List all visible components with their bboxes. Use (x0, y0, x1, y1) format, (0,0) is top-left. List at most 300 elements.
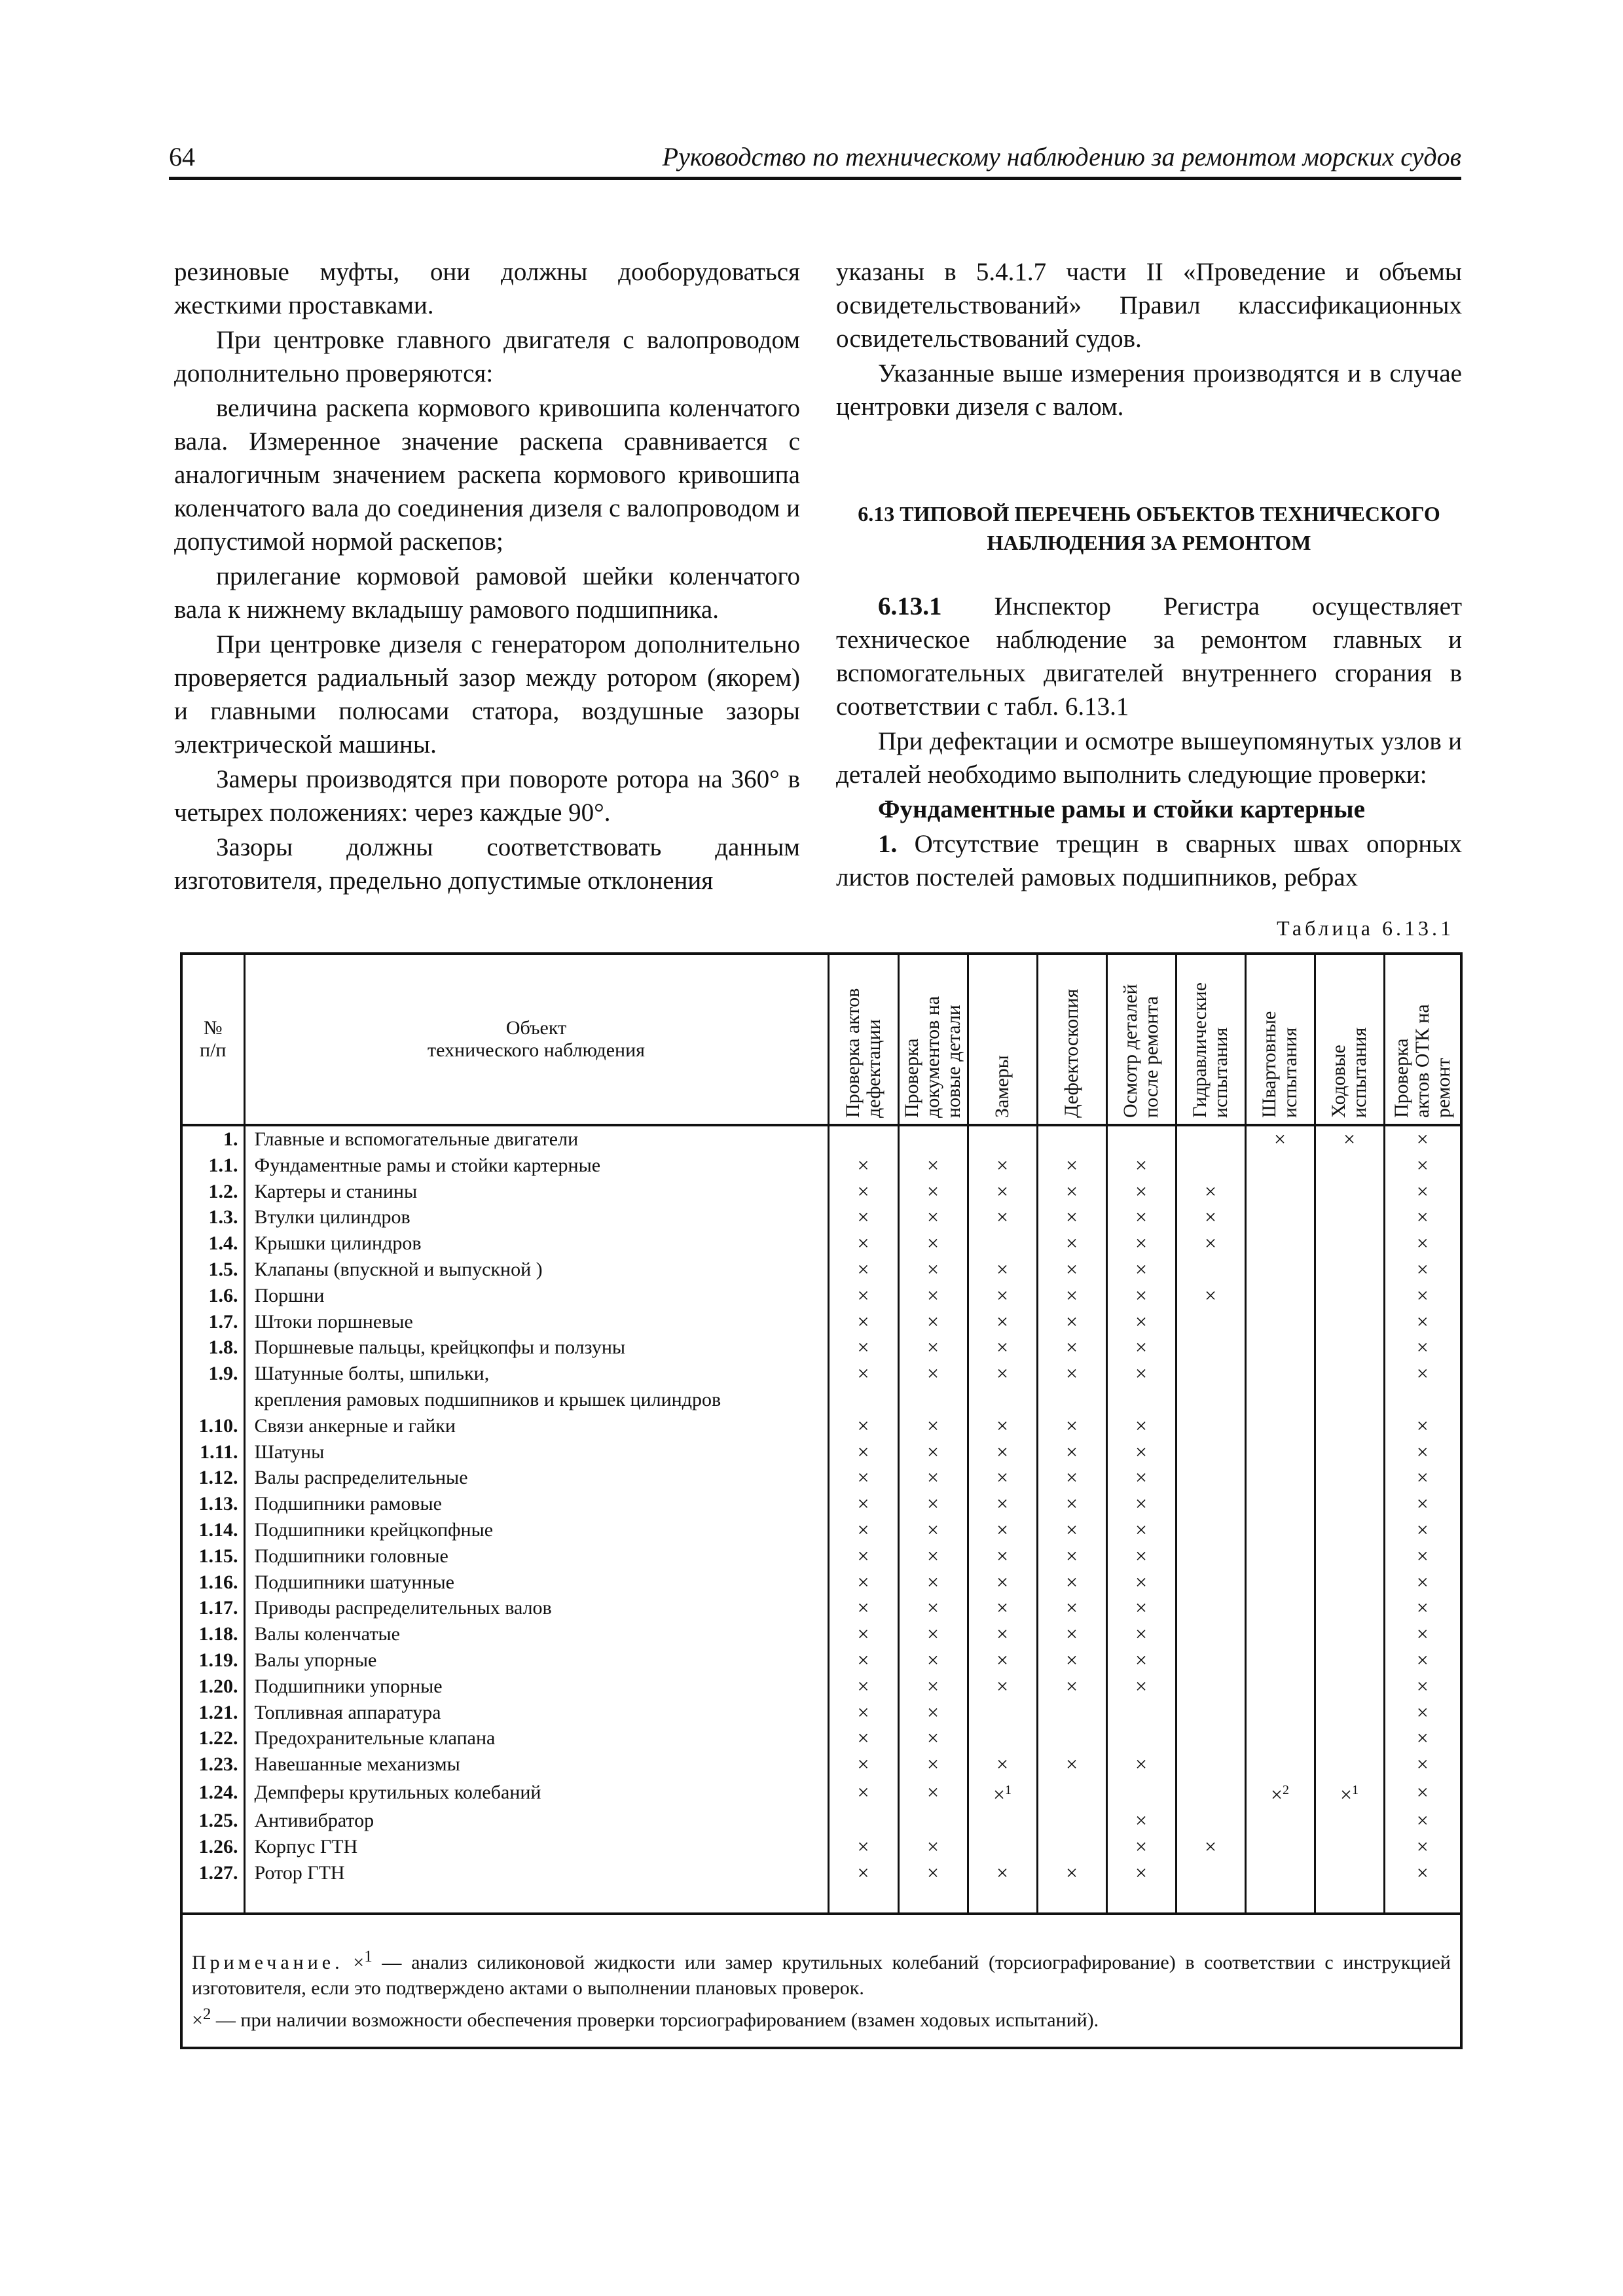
check-mark-cell: × (1106, 1361, 1176, 1387)
row-object-name: Штоки поршневые (244, 1309, 828, 1335)
check-mark-cell: × (1384, 1283, 1461, 1309)
check-mark-cell: × (828, 1543, 898, 1570)
row-object-name: Крышки цилиндров (244, 1230, 828, 1257)
check-mark-cell (1245, 1204, 1315, 1230)
check-mark-cell (1315, 1725, 1384, 1751)
check-mark-cell (1176, 1491, 1245, 1517)
check-mark-cell (1315, 1283, 1384, 1309)
check-mark-cell: × (1106, 1595, 1176, 1621)
check-mark-cell (828, 1125, 898, 1153)
check-mark-cell: × (1106, 1413, 1176, 1439)
page-number: 64 (169, 142, 195, 171)
check-mark-cell: × (1037, 1647, 1106, 1674)
check-mark-cell: × (898, 1439, 968, 1465)
check-mark-cell (1315, 1595, 1384, 1621)
check-mark-cell: × (968, 1517, 1037, 1543)
row-object-name: Подшипники шатунные (244, 1570, 828, 1596)
row-number: 1.20. (181, 1674, 244, 1700)
row-number: 1.15. (181, 1543, 244, 1570)
check-mark-cell: × (898, 1204, 968, 1230)
check-mark-cell (1245, 1491, 1315, 1517)
row-number: 1.11. (181, 1439, 244, 1465)
check-mark-cell (968, 1808, 1037, 1834)
check-mark-cell (968, 1125, 1037, 1153)
table-spacer-row (181, 1886, 1461, 1914)
check-mark-cell (1176, 1751, 1245, 1778)
check-mark-cell (1315, 1257, 1384, 1283)
check-mark-cell: × (968, 1543, 1037, 1570)
row-number: 1.8. (181, 1335, 244, 1361)
check-mark-cell: × (828, 1834, 898, 1860)
check-mark-cell: × (898, 1725, 968, 1751)
check-mark-cell (1176, 1517, 1245, 1543)
table-row (181, 1860, 1461, 1886)
row-object-name: Картеры и станины (244, 1179, 828, 1205)
check-mark-cell (1245, 1543, 1315, 1570)
check-mark-cell: × (898, 1700, 968, 1726)
row-object-name: крепления рамовых подшипников и крышек цилиндров (244, 1387, 828, 1413)
check-mark-cell: × (828, 1647, 898, 1674)
check-mark-cell (1176, 1153, 1245, 1179)
check-mark-cell (1315, 1751, 1384, 1778)
paragraph: Замеры производятся при повороте ротора на 360° в четырех положениях: через каждые 90°. (174, 765, 800, 827)
check-mark-cell (1245, 1808, 1315, 1834)
header-rule (169, 177, 1461, 180)
check-mark-cell (1315, 1700, 1384, 1726)
row-object-name: Демпферы крутильных колебаний (244, 1778, 828, 1808)
clause-paragraph (836, 590, 1462, 723)
check-mark-cell (1245, 1179, 1315, 1205)
row-object-name: Ротор ГТН (244, 1860, 828, 1886)
check-mark-cell: × (1106, 1335, 1176, 1361)
table-body (181, 1125, 1461, 2048)
check-mark-cell: × (968, 1491, 1037, 1517)
check-mark-cell: × (1384, 1674, 1461, 1700)
check-mark-cell (1315, 1621, 1384, 1647)
check-mark-cell: × (1384, 1647, 1461, 1674)
check-mark-cell (1176, 1413, 1245, 1439)
table-row (181, 1751, 1461, 1778)
check-mark-cell: × (898, 1595, 968, 1621)
check-mark-cell (1315, 1309, 1384, 1335)
check-mark-cell: × (1384, 1413, 1461, 1439)
row-number: 1. (181, 1125, 244, 1153)
empty-cell (1176, 1886, 1245, 1914)
row-object-name: Подшипники головные (244, 1543, 828, 1570)
check-mark-cell: × (828, 1751, 898, 1778)
paragraph: указаны в 5.4.1.7 части II «Проведение и объемы освидетельствований» Правил классификационных освидетельствований судов. (836, 258, 1462, 353)
check-mark-cell: × (1245, 1125, 1315, 1153)
check-mark-cell: × (1037, 1283, 1106, 1309)
check-mark-cell: × (828, 1570, 898, 1596)
check-mark-cell (1245, 1361, 1315, 1387)
column-header-number: № п/п (181, 954, 244, 1125)
check-mark-cell (1315, 1517, 1384, 1543)
row-object-name: Подшипники упорные (244, 1674, 828, 1700)
column-header-check (1315, 954, 1384, 1125)
empty-cell (828, 1886, 898, 1914)
table-header-row (181, 954, 1461, 1125)
row-number: 1.24. (181, 1778, 244, 1808)
row-number: 1.4. (181, 1230, 244, 1257)
table-row (181, 1465, 1461, 1491)
check-mark-cell: × (898, 1778, 968, 1808)
row-number: 1.6. (181, 1283, 244, 1309)
check-mark-cell: × (968, 1439, 1037, 1465)
empty-cell (1037, 1886, 1106, 1914)
row-number: 1.2. (181, 1179, 244, 1205)
check-mark-cell: × (898, 1674, 968, 1700)
check-mark-cell: × (898, 1257, 968, 1283)
check-mark-cell: × (1106, 1491, 1176, 1517)
check-mark-cell: × (898, 1153, 968, 1179)
column-header-label: Дефектоскопия (1061, 988, 1082, 1118)
check-mark-cell: × (828, 1621, 898, 1647)
check-mark-cell: × (1037, 1204, 1106, 1230)
check-mark-cell (1245, 1439, 1315, 1465)
row-number (181, 1387, 244, 1413)
column-header-label: Проверка документов на новые детали (901, 996, 964, 1118)
check-mark-cell: × (828, 1230, 898, 1257)
check-mark-cell: × (898, 1361, 968, 1387)
check-mark-cell (1037, 1725, 1106, 1751)
check-mark-cell: × (1037, 1153, 1106, 1179)
check-mark-cell: × (1106, 1283, 1176, 1309)
check-mark-cell: × (1037, 1751, 1106, 1778)
table-row (181, 1543, 1461, 1570)
check-mark-cell: × (968, 1465, 1037, 1491)
check-mark-cell: × (1384, 1465, 1461, 1491)
check-mark-cell (1315, 1335, 1384, 1361)
check-mark-cell: × (1106, 1751, 1176, 1778)
check-mark-cell: × (1384, 1361, 1461, 1387)
check-mark-cell (1176, 1465, 1245, 1491)
check-mark-cell: × (1106, 1153, 1176, 1179)
check-mark-cell (1176, 1439, 1245, 1465)
check-mark-cell: × (1384, 1725, 1461, 1751)
check-mark-cell (1245, 1413, 1315, 1439)
column-header-check (1245, 954, 1315, 1125)
check-mark-cell (1315, 1413, 1384, 1439)
check-mark-cell: × (828, 1179, 898, 1205)
check-mark-cell: × (1176, 1283, 1245, 1309)
check-mark-cell (1315, 1543, 1384, 1570)
column-header-check (828, 954, 898, 1125)
table-note-row (181, 1914, 1461, 2048)
check-mark-cell (1245, 1595, 1315, 1621)
table-row (181, 1439, 1461, 1465)
check-mark-cell: × (828, 1361, 898, 1387)
table-row (181, 1834, 1461, 1860)
note-sup: 2 (202, 2005, 211, 2024)
check-mark-cell: × (898, 1491, 968, 1517)
check-mark-cell: × (968, 1153, 1037, 1179)
check-mark-cell (968, 1725, 1037, 1751)
check-mark-cell: × (898, 1230, 968, 1257)
check-mark-cell: × (968, 1751, 1037, 1778)
check-mark-cell: × (968, 1204, 1037, 1230)
check-mark-cell: × (1037, 1335, 1106, 1361)
clause-text: Инспектор Регистра осуществляет техническое наблюдение за ремонтом главных и вспомогательных двигателей внутреннего сгорания в соответствии с табл. 6.13.1 (836, 592, 1462, 721)
section-heading-line: НАБЛЮДЕНИЯ ЗА РЕМОНТОМ (987, 531, 1311, 554)
row-object-name: Поршневые пальцы, крейцкопфы и ползуны (244, 1335, 828, 1361)
check-mark-cell (1245, 1283, 1315, 1309)
check-mark-cell (1245, 1751, 1315, 1778)
check-mark-cell: × (898, 1179, 968, 1205)
row-object-name: Корпус ГТН (244, 1834, 828, 1860)
check-mark-cell: × (1106, 1309, 1176, 1335)
row-object-name: Главные и вспомогательные двигатели (244, 1125, 828, 1153)
check-mark-cell (1245, 1674, 1315, 1700)
table-row (181, 1257, 1461, 1283)
check-mark-cell (1245, 1860, 1315, 1886)
check-mark-cell: × (828, 1309, 898, 1335)
row-number: 1.21. (181, 1700, 244, 1726)
row-number: 1.1. (181, 1153, 244, 1179)
row-number: 1.26. (181, 1834, 244, 1860)
subheading: Фундаментные рамы и стойки картерные (878, 795, 1365, 823)
check-mark-cell: × (828, 1700, 898, 1726)
check-mark-cell (1245, 1335, 1315, 1361)
footnote-sup: 2 (1283, 1782, 1290, 1797)
check-mark-cell (1176, 1674, 1245, 1700)
check-mark-cell: × (1384, 1860, 1461, 1886)
row-object-name: Подшипники крейцкопфные (244, 1517, 828, 1543)
check-mark-cell (898, 1125, 968, 1153)
row-object-name: Шатуны (244, 1439, 828, 1465)
row-number: 1.7. (181, 1309, 244, 1335)
empty-cell (244, 1886, 828, 1914)
check-mark-cell (1315, 1808, 1384, 1834)
check-mark-cell: × (1037, 1517, 1106, 1543)
check-mark-cell: × (1037, 1179, 1106, 1205)
check-mark-cell: × (1037, 1621, 1106, 1647)
check-mark-cell (1106, 1700, 1176, 1726)
check-mark-cell (1315, 1179, 1384, 1205)
row-number: 1.9. (181, 1361, 244, 1387)
table-row (181, 1674, 1461, 1700)
table-row (181, 1230, 1461, 1257)
column-header-check (1384, 954, 1461, 1125)
check-mark-cell (898, 1808, 968, 1834)
row-object-name: Втулки цилиндров (244, 1204, 828, 1230)
check-mark-cell (1384, 1387, 1461, 1413)
check-mark-cell: × (828, 1725, 898, 1751)
check-mark-cell (1037, 1125, 1106, 1153)
column-header-label: Проверка актов ОТК на ремонт (1390, 1004, 1454, 1118)
column-header-check (968, 954, 1037, 1125)
check-mark-cell: × (898, 1621, 968, 1647)
row-object-name: Антивибратор (244, 1808, 828, 1834)
check-mark-cell: × (1037, 1361, 1106, 1387)
check-mark-cell: × (1384, 1179, 1461, 1205)
note-line-2 (192, 2001, 1451, 2034)
inspection-table (180, 952, 1463, 2049)
check-mark-cell: × (898, 1647, 968, 1674)
check-mark-cell (1176, 1361, 1245, 1387)
check-mark-cell: × (898, 1309, 968, 1335)
check-mark-cell (1176, 1621, 1245, 1647)
check-mark-cell (828, 1387, 898, 1413)
check-mark-cell (1245, 1309, 1315, 1335)
check-mark-cell: × (1106, 1543, 1176, 1570)
row-object-name: Фундаментные рамы и стойки картерные (244, 1153, 828, 1179)
check-mark-cell: × (828, 1153, 898, 1179)
check-mark-cell: × (1384, 1517, 1461, 1543)
check-mark-cell (1245, 1230, 1315, 1257)
check-mark-cell: × (1176, 1230, 1245, 1257)
table-row (181, 1179, 1461, 1205)
check-mark-cell (1037, 1387, 1106, 1413)
row-object-name: Навешанные механизмы (244, 1751, 828, 1778)
column-header-label: Проверка актов дефектации (841, 988, 884, 1118)
row-object-name: Клапаны (впускной и выпускной ) (244, 1257, 828, 1283)
check-mark-cell: × (898, 1751, 968, 1778)
check-mark-cell: × (1384, 1543, 1461, 1570)
check-mark-cell: × (828, 1860, 898, 1886)
table-row (181, 1387, 1461, 1413)
item-text: Отсутствие трещин в сварных швах опорных листов постелей рамовых подшипников, ребрах (836, 830, 1462, 891)
check-mark-cell: × (1384, 1778, 1461, 1808)
empty-cell (181, 1886, 244, 1914)
check-mark-cell (1245, 1387, 1315, 1413)
note-mark: × (353, 1951, 365, 1973)
check-mark-cell: × (1384, 1570, 1461, 1596)
table-row (181, 1335, 1461, 1361)
check-mark-cell: × (1037, 1413, 1106, 1439)
check-mark-cell: ×$^1$ (968, 1778, 1037, 1808)
row-object-name: Валы коленчатые (244, 1621, 828, 1647)
row-number: 1.17. (181, 1595, 244, 1621)
check-mark-cell: ×$^2$ (1245, 1778, 1315, 1808)
check-mark-cell: × (968, 1361, 1037, 1387)
note-line-1 (192, 1944, 1451, 2002)
row-number: 1.23. (181, 1751, 244, 1778)
column-header-label: Ходовые испытания (1328, 1027, 1370, 1118)
check-mark-cell (1315, 1491, 1384, 1517)
check-mark-cell (1245, 1700, 1315, 1726)
check-mark-cell: × (1037, 1595, 1106, 1621)
check-mark-cell (968, 1230, 1037, 1257)
paragraph: Зазоры должны соответствовать данным изготовителя, предельно допустимые отклонения (174, 833, 800, 895)
table-row (181, 1647, 1461, 1674)
table-note (181, 1914, 1461, 2048)
empty-cell (1315, 1886, 1384, 1914)
check-mark-cell (968, 1834, 1037, 1860)
check-mark-cell: × (898, 1465, 968, 1491)
check-mark-cell: × (1384, 1257, 1461, 1283)
item-paragraph (836, 827, 1462, 894)
check-mark-cell: × (828, 1204, 898, 1230)
table-row (181, 1570, 1461, 1596)
check-mark-cell (1176, 1860, 1245, 1886)
check-mark-cell (1245, 1834, 1315, 1860)
check-mark-cell: × (1384, 1125, 1461, 1153)
check-mark-cell (1315, 1860, 1384, 1886)
table-row (181, 1204, 1461, 1230)
row-number: 1.12. (181, 1465, 244, 1491)
table-row (181, 1125, 1461, 1153)
check-mark-cell (1106, 1725, 1176, 1751)
check-mark-cell: × (1037, 1257, 1106, 1283)
check-mark-cell: × (1037, 1439, 1106, 1465)
check-mark-cell: × (1106, 1647, 1176, 1674)
check-mark-cell: × (1176, 1834, 1245, 1860)
check-mark-cell (1176, 1543, 1245, 1570)
check-mark-cell: × (828, 1335, 898, 1361)
row-object-name: Приводы распределительных валов (244, 1595, 828, 1621)
item-number: 1. (878, 830, 898, 858)
paragraph: прилегание кормовой рамовой шейки коленчатого вала к нижнему вкладышу рамового подшипника. (174, 562, 800, 624)
row-number: 1.16. (181, 1570, 244, 1596)
check-mark-cell: × (1384, 1751, 1461, 1778)
note-text: — анализ силиконовой жидкости или замер крутильных колебаний (торсиографирование) в соответствии с инструкцией изготовителя, если это подтверждено актами о выполнении плановых проверок. (192, 1951, 1451, 2000)
check-mark-cell: × (1106, 1834, 1176, 1860)
check-mark-cell (1315, 1153, 1384, 1179)
check-mark-cell (1106, 1778, 1176, 1808)
check-mark-cell (1245, 1570, 1315, 1596)
check-mark-cell (1176, 1700, 1245, 1726)
check-mark-cell (1315, 1204, 1384, 1230)
check-mark-cell (1245, 1153, 1315, 1179)
row-object-name: Валы упорные (244, 1647, 828, 1674)
table-row (181, 1491, 1461, 1517)
check-mark-cell (1245, 1621, 1315, 1647)
check-mark-cell: × (1106, 1808, 1176, 1834)
check-mark-cell: × (968, 1309, 1037, 1335)
check-mark-cell: × (1106, 1517, 1176, 1543)
check-mark-cell: × (968, 1413, 1037, 1439)
column-header-object: Объект технического наблюдения (244, 954, 828, 1125)
check-mark-cell: × (968, 1257, 1037, 1283)
check-mark-cell: × (1176, 1204, 1245, 1230)
check-mark-cell (1245, 1725, 1315, 1751)
check-mark-cell (1037, 1778, 1106, 1808)
check-mark-cell: × (1106, 1621, 1176, 1647)
column-header-check (1106, 954, 1176, 1125)
check-mark-cell: × (1037, 1230, 1106, 1257)
check-mark-cell: × (1037, 1860, 1106, 1886)
check-mark-cell (1315, 1647, 1384, 1674)
table-row (181, 1309, 1461, 1335)
column-header-label: Замеры (991, 1055, 1013, 1118)
check-mark-cell (1176, 1647, 1245, 1674)
check-mark-cell: × (1384, 1153, 1461, 1179)
check-mark-cell: × (968, 1335, 1037, 1361)
check-mark-cell: × (1106, 1465, 1176, 1491)
check-mark-cell: × (1384, 1204, 1461, 1230)
table-caption: Таблица 6.13.1 (1277, 916, 1454, 940)
check-mark-cell: ×$^1$ (1315, 1778, 1384, 1808)
left-text-column (174, 255, 800, 899)
empty-cell (1245, 1886, 1315, 1914)
row-object-name: Топливная аппаратура (244, 1700, 828, 1726)
table-row (181, 1595, 1461, 1621)
check-mark-cell: × (1384, 1439, 1461, 1465)
row-object-name: Связи анкерные и гайки (244, 1413, 828, 1439)
check-mark-cell (1106, 1125, 1176, 1153)
check-mark-cell: × (1106, 1204, 1176, 1230)
row-number: 1.3. (181, 1204, 244, 1230)
check-mark-cell (1245, 1647, 1315, 1674)
check-mark-cell: × (828, 1257, 898, 1283)
check-mark-cell: × (1384, 1309, 1461, 1335)
check-mark-cell (1176, 1335, 1245, 1361)
check-mark-cell (968, 1700, 1037, 1726)
check-mark-cell: × (968, 1621, 1037, 1647)
check-mark-cell: × (968, 1860, 1037, 1886)
check-mark-cell: × (1384, 1834, 1461, 1860)
